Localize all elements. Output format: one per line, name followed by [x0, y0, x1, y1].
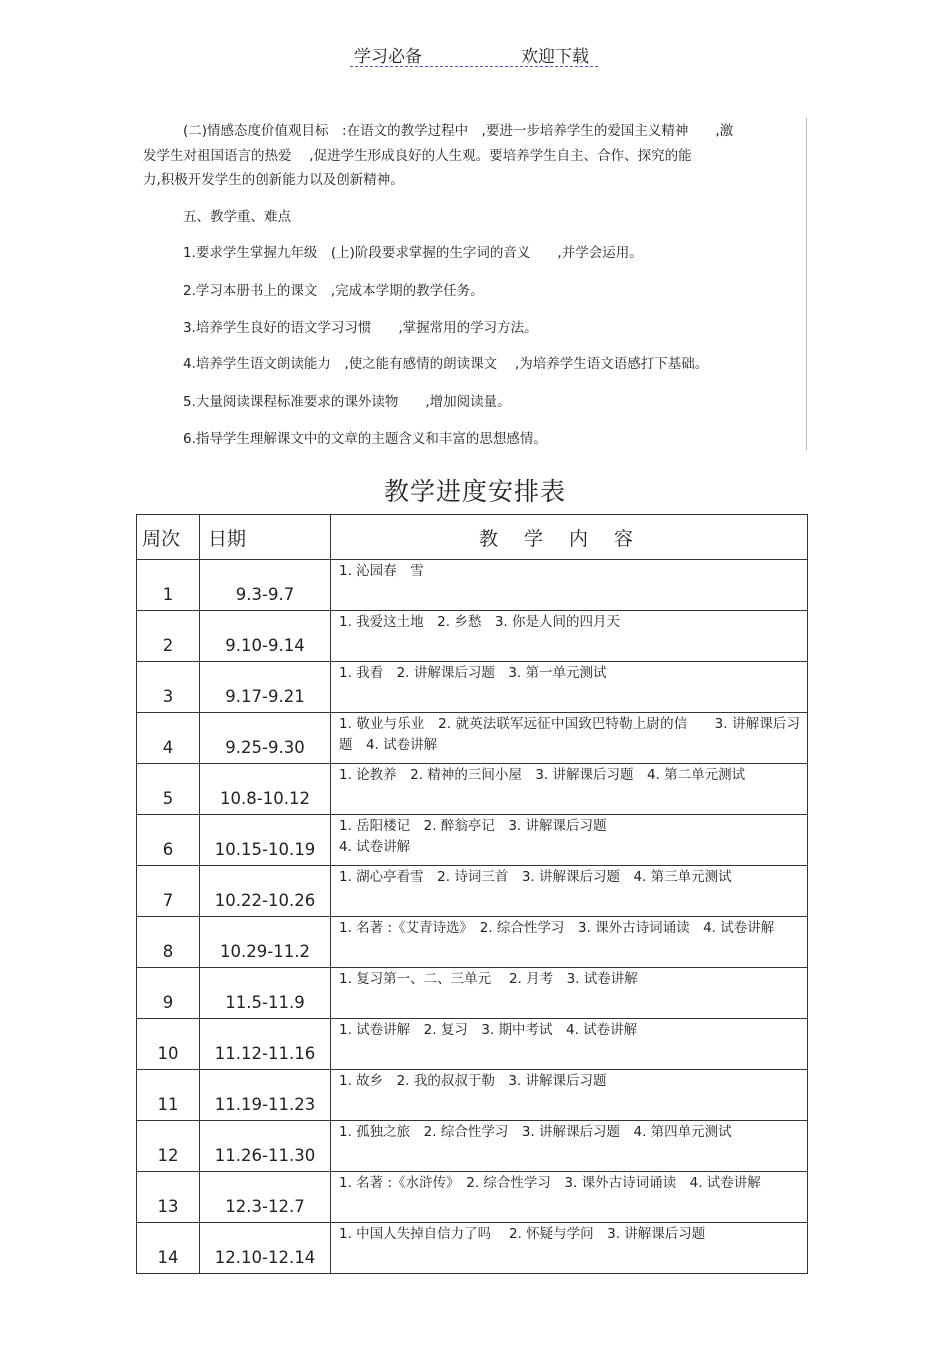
date-cell: 10.29-11.2	[200, 917, 331, 968]
text-line-3: 力,积极开发学生的创新能力以及创新精神。	[143, 172, 404, 188]
content-cell: 1. 敬业与乐业 2. 就英法联军远征中国致巴特勒上尉的信 3. 讲解课后习题 4. 试卷讲解	[331, 713, 808, 764]
section-heading: 五、教学重、难点	[183, 209, 291, 225]
week-cell: 6	[137, 815, 200, 866]
week-cell: 10	[137, 1019, 200, 1070]
content-cell: 1. 故乡 2. 我的叔叔于勒 3. 讲解课后习题	[331, 1070, 808, 1121]
header-week: 周次	[137, 515, 200, 560]
table-row	[137, 815, 808, 866]
table-row	[137, 968, 808, 1019]
table-row	[137, 917, 808, 968]
week-cell: 9	[137, 968, 200, 1019]
table-row	[137, 560, 808, 611]
week-cell: 8	[137, 917, 200, 968]
date-cell: 11.5-11.9	[200, 968, 331, 1019]
goals-text-box	[143, 118, 807, 450]
table-row	[137, 611, 808, 662]
text-line-8: 4.培养学生语文朗读能力 ,使之能有感情的朗读课文 ,为培养学生语文语感打下基础。	[183, 356, 709, 372]
date-cell: 9.25-9.30	[200, 713, 331, 764]
table-row	[137, 1172, 808, 1223]
date-cell: 10.8-10.12	[200, 764, 331, 815]
week-cell: 12	[137, 1121, 200, 1172]
text-line-5: 1.要求学生掌握九年级 (上)阶段要求掌握的生字词的音义 ,并学会运用。	[183, 245, 643, 261]
table-body	[137, 560, 808, 1274]
content-cell: 1. 名著 :《艾青诗选》 2. 综合性学习 3. 课外古诗词诵读 4. 试卷讲解	[331, 917, 808, 968]
text-line-6: 2.学习本册书上的课文 ,完成本学期的教学任务。	[183, 283, 484, 299]
week-cell: 5	[137, 764, 200, 815]
week-cell: 14	[137, 1223, 200, 1274]
schedule-table	[136, 514, 808, 1274]
content-cell: 1. 名著 :《水浒传》 2. 综合性学习 3. 课外古诗词诵读 4. 试卷讲解	[331, 1172, 808, 1223]
table-row	[137, 764, 808, 815]
table-row	[137, 1121, 808, 1172]
date-cell: 12.3-12.7	[200, 1172, 331, 1223]
content-cell: 1. 我爱这土地 2. 乡愁 3. 你是人间的四月天	[331, 611, 808, 662]
content-cell: 1. 我看 2. 讲解课后习题 3. 第一单元测试	[331, 662, 808, 713]
text-line-9: 5.大量阅读课程标准要求的课外读物 ,增加阅读量。	[183, 394, 511, 410]
week-cell: 7	[137, 866, 200, 917]
table-row	[137, 1223, 808, 1274]
content-cell: 1. 沁园春 雪	[331, 560, 808, 611]
date-cell: 12.10-12.14	[200, 1223, 331, 1274]
content-cell: 1. 论教养 2. 精神的三间小屋 3. 讲解课后习题 4. 第二单元测试	[331, 764, 808, 815]
header-right-text: 欢迎下载	[521, 47, 589, 67]
date-cell: 9.10-9.14	[200, 611, 331, 662]
header-date: 日期	[200, 515, 331, 560]
week-cell: 2	[137, 611, 200, 662]
page-header	[350, 40, 598, 67]
content-cell: 1. 孤独之旅 2. 综合性学习 3. 讲解课后习题 4. 第四单元测试	[331, 1121, 808, 1172]
table-header-row	[137, 515, 808, 560]
header-content: 教学内容	[331, 515, 808, 560]
header-left-text: 学习必备	[354, 47, 422, 67]
date-cell: 11.26-11.30	[200, 1121, 331, 1172]
content-cell: 1. 中国人失掉自信力了吗 2. 怀疑与学问 3. 讲解课后习题	[331, 1223, 808, 1274]
text-line-1: (二)情感态度价值观目标 :在语文的教学过程中 ,要进一步培养学生的爱国主义精神 ,激	[183, 123, 734, 139]
text-line-2: 发学生对祖国语言的热爱 ,促进学生形成良好的人生观。要培养学生自主、合作、探究的能	[143, 148, 692, 164]
table-row	[137, 1019, 808, 1070]
table-row	[137, 662, 808, 713]
text-line-7: 3.培养学生良好的语文学习习惯 ,掌握常用的学习方法。	[183, 320, 538, 336]
week-cell: 4	[137, 713, 200, 764]
week-cell: 1	[137, 560, 200, 611]
date-cell: 9.3-9.7	[200, 560, 331, 611]
table-row	[137, 1070, 808, 1121]
week-cell: 11	[137, 1070, 200, 1121]
date-cell: 11.19-11.23	[200, 1070, 331, 1121]
content-cell: 1. 岳阳楼记 2. 醉翁亭记 3. 讲解课后习题 4. 试卷讲解	[331, 815, 808, 866]
content-cell: 1. 试卷讲解 2. 复习 3. 期中考试 4. 试卷讲解	[331, 1019, 808, 1070]
date-cell: 10.22-10.26	[200, 866, 331, 917]
content-cell: 1. 复习第一、二、三单元 2. 月考 3. 试卷讲解	[331, 968, 808, 1019]
table-row	[137, 713, 808, 764]
week-cell: 13	[137, 1172, 200, 1223]
week-cell: 3	[137, 662, 200, 713]
date-cell: 11.12-11.16	[200, 1019, 331, 1070]
content-cell: 1. 湖心亭看雪 2. 诗词三首 3. 讲解课后习题 4. 第三单元测试	[331, 866, 808, 917]
date-cell: 10.15-10.19	[200, 815, 331, 866]
table-row	[137, 866, 808, 917]
date-cell: 9.17-9.21	[200, 662, 331, 713]
table-title: 教学进度安排表	[383, 477, 566, 506]
text-line-10: 6.指导学生理解课文中的文章的主题含义和丰富的思想感情。	[183, 431, 547, 447]
